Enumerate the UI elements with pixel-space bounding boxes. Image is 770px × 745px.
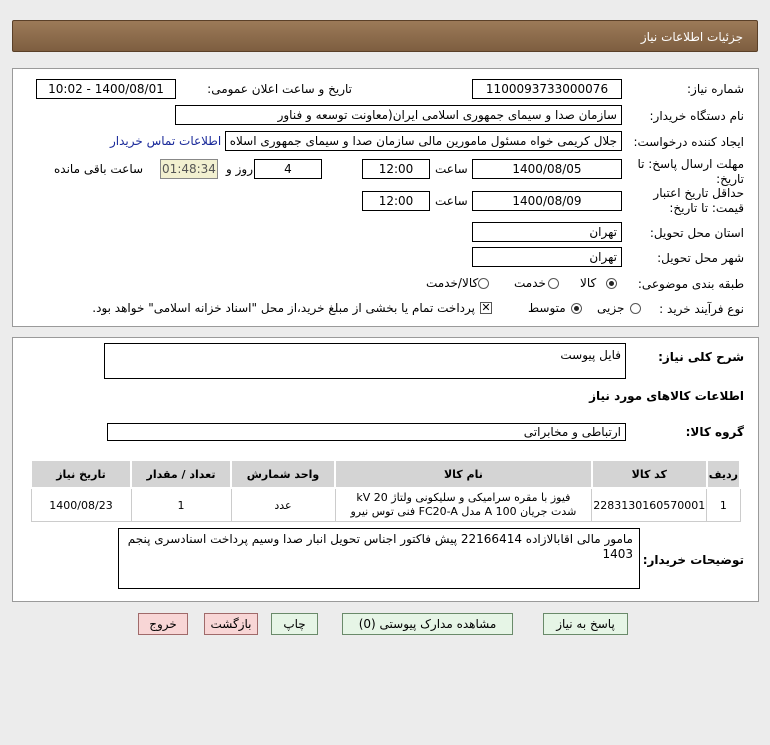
exit-button[interactable]: خروج <box>138 613 188 635</box>
category-radio-service[interactable] <box>548 278 559 289</box>
buyer-contact-link[interactable]: اطلاعات تماس خریدار <box>110 134 222 148</box>
category-radio-both[interactable] <box>478 278 489 289</box>
announce-field: 1400/08/01 - 10:02 <box>36 79 176 99</box>
buyer-notes-field: مامور مالی اقابالازاده 22166414 پیش فاکتور اجناس تحویل انبار صدا وسیم پرداخت اسنادسری پنجم 1403 <box>118 528 640 589</box>
treasury-payment-checkbox[interactable]: ✕ <box>481 301 491 314</box>
view-attachments-button[interactable]: مشاهده مدارک پیوستی (0) <box>342 613 513 635</box>
purchase-radio-medium[interactable] <box>571 303 582 314</box>
purchase-radio-minor[interactable] <box>630 303 641 314</box>
category-label: طبقه بندی موضوعی: <box>637 277 744 291</box>
cell-date: 1400/08/23 <box>31 488 131 522</box>
category-option-service: خدمت <box>514 276 546 290</box>
cell-row: 1 <box>707 488 740 522</box>
purchase-option-medium: متوسط <box>528 301 566 315</box>
col-code: کد کالا <box>592 460 707 488</box>
cell-code: 2283130160570001 <box>592 488 707 522</box>
cell-qty: 1 <box>131 488 231 522</box>
table-row <box>31 488 740 522</box>
need-number-field: 1100093733000076 <box>472 79 622 99</box>
city-field: تهران <box>472 247 622 267</box>
purchase-type-label: نوع فرآیند خرید : <box>659 302 744 316</box>
col-qty: تعداد / مقدار <box>131 460 231 488</box>
purchase-option-minor: جزیی <box>597 301 625 315</box>
creator-field: جلال کریمی خواه مسئول مامورین مالی سازمان صدا و سیمای جمهوری اسلاه <box>225 131 622 151</box>
goods-group-label: گروه کالا: <box>685 425 744 439</box>
days-label: روز و <box>226 162 253 176</box>
goods-group-field: ارتباطی و مخابراتی <box>107 423 626 441</box>
print-button[interactable]: چاپ <box>271 613 318 635</box>
validity-time-label: ساعت <box>435 194 468 208</box>
description-label: شرح کلی نیاز: <box>658 350 744 364</box>
col-row: ردیف <box>707 460 740 488</box>
reply-time-label: ساعت <box>435 162 468 176</box>
need-number-label: شماره نیاز: <box>687 82 744 96</box>
col-date: تاریخ نیاز <box>31 460 131 488</box>
goods-section-title: اطلاعات کالاهای مورد نیاز <box>589 389 744 403</box>
city-label: شهر محل تحویل: <box>657 251 744 265</box>
buyer-org-field: سازمان صدا و سیمای جمهوری اسلامی ایران(معاونت توسعه و فناور <box>175 105 622 125</box>
validity-date-field: 1400/08/09 <box>472 191 622 211</box>
treasury-payment-note: پرداخت تمام یا بخشی از مبلغ خرید،از محل "اسناد خزانه اسلامی" خواهد بود. <box>92 301 475 315</box>
reply-time-field: 12:00 <box>362 159 430 179</box>
announce-label: تاریخ و ساعت اعلان عمومی: <box>207 82 352 96</box>
validity-label: حداقل تاریخ اعتبار قیمت: تا تاریخ: <box>653 186 744 215</box>
validity-time-field: 12:00 <box>362 191 430 211</box>
remaining-timer: 01:48:34 <box>160 159 218 179</box>
category-option-both: کالا/خدمت <box>426 276 479 290</box>
days-field: 4 <box>254 159 322 179</box>
cell-unit: عدد <box>231 488 335 522</box>
province-field: تهران <box>472 222 622 242</box>
reply-deadline-label: مهلت ارسال پاسخ: تا تاریخ: <box>637 157 744 186</box>
col-unit: واحد شمارش <box>231 460 335 488</box>
page-header: جزئیات اطلاعات نیاز <box>12 20 758 52</box>
col-name: نام کالا <box>335 460 592 488</box>
creator-label: ایجاد کننده درخواست: <box>633 135 744 149</box>
buyer-notes-label: توضیحات خریدار: <box>642 553 744 567</box>
back-button[interactable]: بازگشت <box>204 613 258 635</box>
buyer-org-label: نام دستگاه خریدار: <box>649 109 744 123</box>
category-radio-goods[interactable] <box>606 278 617 289</box>
goods-table <box>30 459 741 522</box>
cell-name: فیوز با مقره سرامیکی و سلیکونی ولتاژ 20 kV شدت جریان 100 A مدل FC20-A فنی توس نیرو <box>335 488 592 522</box>
reply-date-field: 1400/08/05 <box>472 159 622 179</box>
remaining-label: ساعت باقی مانده <box>54 162 144 176</box>
category-option-goods: کالا <box>580 276 597 290</box>
description-field: فایل پیوست <box>104 343 626 379</box>
province-label: استان محل تحویل: <box>649 226 744 240</box>
reply-button[interactable]: پاسخ به نیاز <box>543 613 628 635</box>
